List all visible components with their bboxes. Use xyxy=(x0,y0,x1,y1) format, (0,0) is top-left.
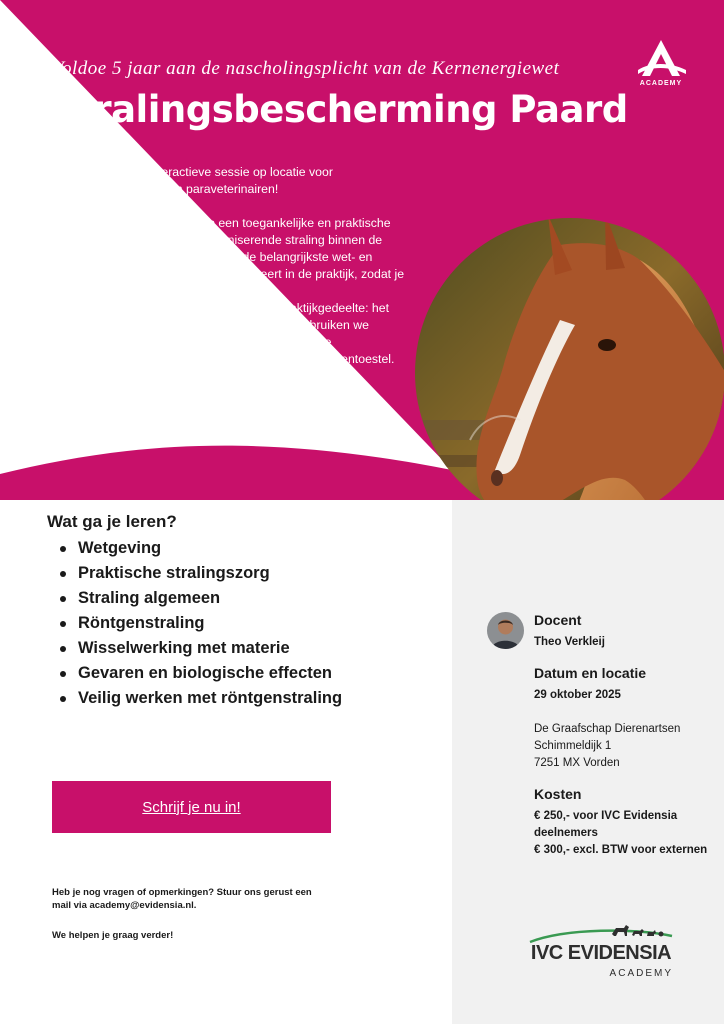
docent-portrait-icon xyxy=(487,612,524,649)
cost-section xyxy=(534,786,714,859)
ivc-logo-sub: ACADEMY xyxy=(609,968,673,979)
logo-label: ACADEMY xyxy=(639,80,683,87)
learning-heading: Wat ga je leren? xyxy=(47,512,177,531)
cost-external: € 300,- excl. BTW voor externen xyxy=(534,844,708,856)
page-title: Stralingsbescherming Paard xyxy=(50,88,628,131)
course-date: 29 oktober 2025 xyxy=(534,689,621,701)
list-item: Gevaren en biologische effecten xyxy=(47,661,342,686)
signup-button[interactable]: Schrijf je nu in! xyxy=(52,781,331,833)
tagline: Voldoe 5 jaar aan de nascholingsplicht van de Kernenergiewet xyxy=(52,58,560,79)
academy-a-logo-icon xyxy=(630,36,692,80)
learning-list xyxy=(47,536,342,711)
ivc-logo-name: IVC EVIDENSIA xyxy=(530,942,672,964)
list-item: Röntgenstraling xyxy=(47,611,342,636)
venue-city: 7251 MX Vorden xyxy=(534,757,620,769)
intro-paragraph-1: Een leerzame en interactieve sessie op locatie voor paardendierenartsen en paraveterinairen! xyxy=(52,165,333,196)
docent-section xyxy=(534,612,714,651)
contact-note xyxy=(52,886,312,942)
intro-text xyxy=(52,164,412,385)
docent-heading: Docent xyxy=(534,612,582,628)
venue-street: Schimmeldijk 1 xyxy=(534,740,612,752)
list-item: Wetgeving xyxy=(47,536,342,561)
animals-silhouette-icon xyxy=(526,922,676,944)
docent-name: Theo Verkleij xyxy=(534,636,605,648)
date-location-section xyxy=(534,665,714,772)
list-item: Praktische stralingszorg xyxy=(47,561,342,586)
learning-section xyxy=(47,512,342,711)
intro-paragraph-2: Tijdens deze cursus leer je op een toegankelijke en praktische manier hoe je veilig werkt met ioniserende straling binnen de diergeneeskunde. We behandelen de belangrijkste wet- en regelgeving én hoe je dit goed organiseert in de praktijk, zodat je altijd binnen de wettelijke kaders blijft. xyxy=(52,216,405,298)
cost-members: € 250,- voor IVC Evidensia deelnemers xyxy=(534,810,678,839)
list-item: Wisselwerking met materie xyxy=(47,636,342,661)
academy-logo[interactable] xyxy=(630,36,692,92)
contact-question: Heb je nog vragen of opmerkingen? Stuur ons gerust een mail via academy@evidensia.nl. xyxy=(52,887,312,911)
course-details xyxy=(534,612,714,873)
list-item: Veilig werken met röntgenstraling xyxy=(47,686,342,711)
venue-name: De Graafschap Dierenartsen xyxy=(534,723,681,735)
ivc-evidensia-logo[interactable] xyxy=(526,922,676,986)
contact-help: We helpen je graag verder! xyxy=(52,930,174,941)
avatar xyxy=(487,612,524,649)
list-item: Straling algemeen xyxy=(47,586,342,611)
intro-paragraph-3: Naast het theoretische deel is er ook een praktijkgedeelte: het maken van röntgenfoto’s bij paarden. Hierbij gebruiken we realtime dosimetrie om direct inzicht te krijgen in de stralingsblootstelling tijdens het werken met het röntgentoestel. xyxy=(52,301,395,366)
date-location-heading: Datum en locatie xyxy=(534,665,647,681)
cost-heading: Kosten xyxy=(534,786,582,802)
